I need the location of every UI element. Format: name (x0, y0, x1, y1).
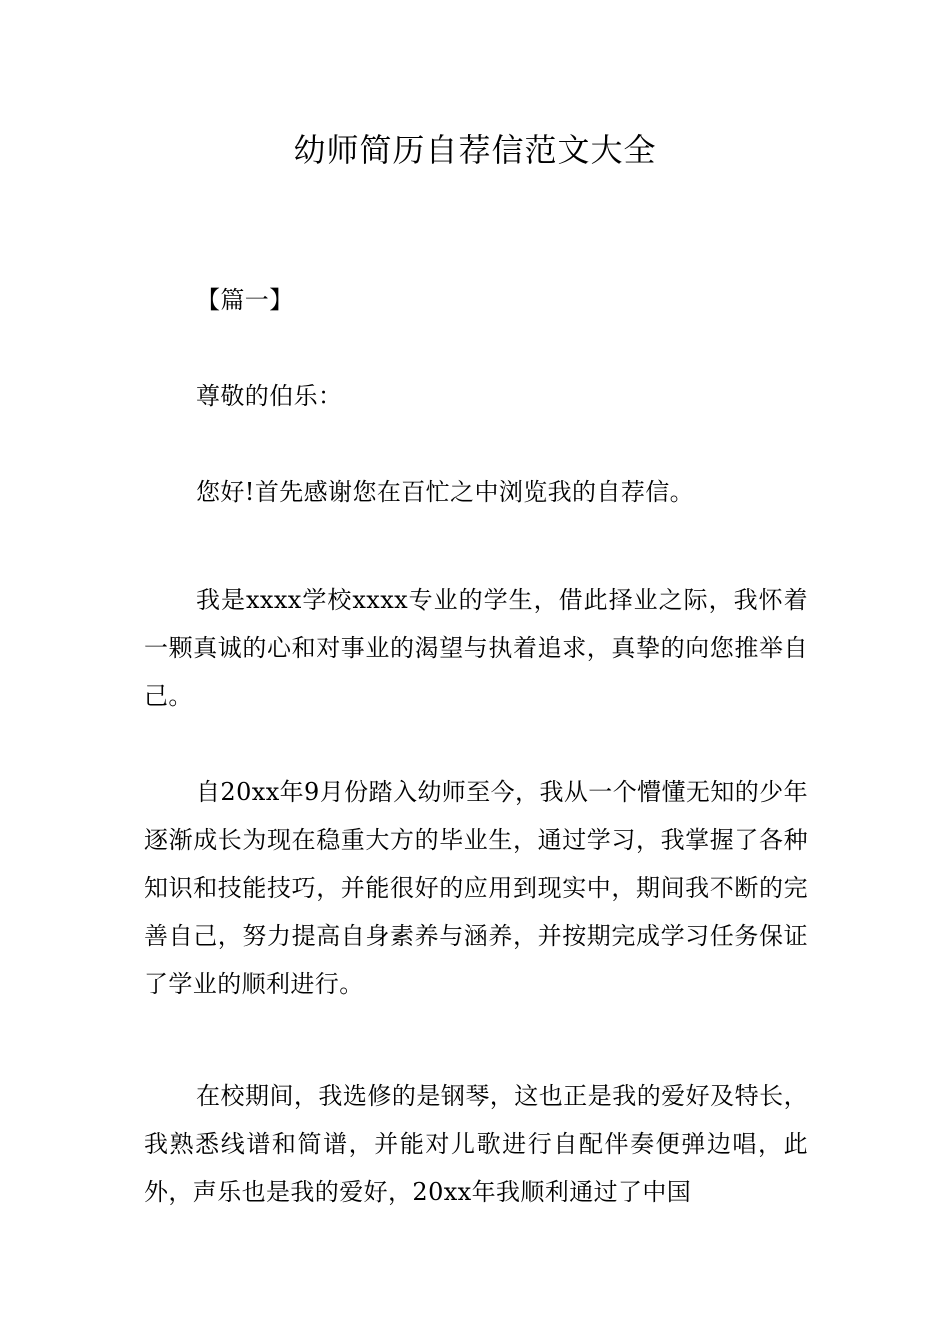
paragraph-4: 在校期间，我选修的是钢琴，这也正是我的爱好及特长，我熟悉线谱和简谱，并能对儿歌进行自配伴奏便弹边唱，此外，声乐也是我的爱好，20xx年我顺利通过了中国 (144, 1082, 808, 1206)
paragraph-3: 自20xx年9月份踏入幼师至今，我从一个懵懂无知的少年逐渐成长为现在稳重大方的毕业生，通过学习，我掌握了各种知识和技能技巧，并能很好的应用到现实中，期间我不断的完善自己，努力提高自身素养与涵养，并按期完成学习任务保证了学业的顺利进行。 (144, 778, 808, 998)
document-title: 幼师简历自荐信范文大全 (293, 131, 657, 169)
paragraph-2: 我是xxxx学校xxxx专业的学生，借此择业之际，我怀着一颗真诚的心和对事业的渴望与执着追求，真挚的向您推举自己。 (144, 586, 808, 710)
greeting: 尊敬的伯乐： (196, 382, 343, 410)
paragraph-1: 您好!首先感谢您在百忙之中浏览我的自荐信。 (196, 478, 695, 506)
section-label: 【篇一】 (196, 286, 294, 314)
